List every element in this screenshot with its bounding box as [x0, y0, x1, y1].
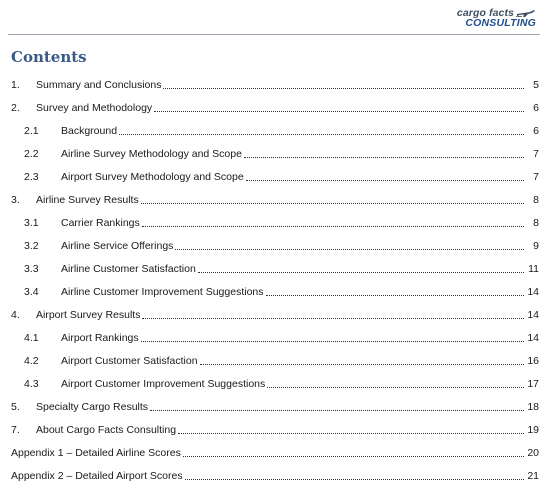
- toc-entry[interactable]: [0, 215, 548, 231]
- toc-entry-label[interactable]: Airport Customer Improvement Suggestions: [61, 378, 266, 390]
- toc-entry[interactable]: [0, 100, 548, 116]
- toc-entry-number: 3.1: [24, 217, 39, 229]
- logo-text-bottom: CONSULTING: [465, 17, 536, 29]
- toc-entry-label[interactable]: Specialty Cargo Results: [36, 401, 149, 413]
- toc-entry-number: 5.: [11, 401, 20, 413]
- toc-entry[interactable]: [0, 123, 548, 139]
- toc-entry[interactable]: [0, 353, 548, 369]
- dot-leader: [185, 479, 524, 480]
- toc-entry-number: 4.3: [24, 378, 39, 390]
- toc-entry-page-number: 7: [533, 148, 539, 160]
- toc-entry-page-number: 14: [527, 332, 539, 344]
- toc-entry-label[interactable]: Survey and Methodology: [36, 102, 153, 114]
- toc-entry-number: 4.: [11, 309, 20, 321]
- toc-entry-page-number: 20: [527, 447, 539, 459]
- toc-entry-page-number: 9: [533, 240, 539, 252]
- toc-entry-page-number: 18: [527, 401, 539, 413]
- toc-entry-label[interactable]: Airport Survey Results: [36, 309, 141, 321]
- toc-entry-label[interactable]: Airport Customer Satisfaction: [61, 355, 198, 367]
- toc-entry-page-number: 7: [533, 171, 539, 183]
- toc-entry[interactable]: [0, 192, 548, 208]
- toc-entry[interactable]: [0, 445, 548, 461]
- dot-leader: [198, 272, 524, 273]
- toc-entry-label[interactable]: Appendix 2 – Detailed Airport Scores: [11, 470, 183, 482]
- toc-entry-page-number: 8: [533, 194, 539, 206]
- toc-entry-label[interactable]: Airline Service Offerings: [61, 240, 174, 252]
- dot-leader: [244, 157, 524, 158]
- toc-entry[interactable]: [0, 261, 548, 277]
- toc-entry-number: 7.: [11, 424, 20, 436]
- dot-leader: [142, 318, 524, 319]
- toc-entry-page-number: 14: [527, 286, 539, 298]
- toc-entry-number: 2.2: [24, 148, 39, 160]
- toc-entry-page-number: 5: [533, 79, 539, 91]
- toc-entry-label[interactable]: About Cargo Facts Consulting: [36, 424, 177, 436]
- toc-entry-number: 4.2: [24, 355, 39, 367]
- toc-entry-label[interactable]: Summary and Conclusions: [36, 79, 162, 91]
- toc-entry-label[interactable]: Airport Rankings: [61, 332, 139, 344]
- toc-entry-page-number: 11: [528, 263, 539, 275]
- toc-entry-number: 2.3: [24, 171, 39, 183]
- toc-entry-label[interactable]: Carrier Rankings: [61, 217, 140, 229]
- toc-entry-label[interactable]: Airport Survey Methodology and Scope: [61, 171, 244, 183]
- dot-leader: [183, 456, 524, 457]
- dot-leader: [246, 180, 524, 181]
- cargo-facts-logo: [457, 7, 536, 28]
- toc-entry[interactable]: [0, 330, 548, 346]
- toc-entry-label[interactable]: Airline Survey Methodology and Scope: [61, 148, 242, 160]
- dot-leader: [175, 249, 524, 250]
- toc-entry-page-number: 14: [527, 309, 539, 321]
- dot-leader: [267, 387, 524, 388]
- toc-entry[interactable]: [0, 422, 548, 438]
- dot-leader: [142, 226, 524, 227]
- toc-entry-number: 3.: [11, 194, 20, 206]
- toc-entry-label[interactable]: Background: [61, 125, 118, 137]
- toc-entry-label[interactable]: Airline Customer Satisfaction: [61, 263, 196, 275]
- toc-entry-page-number: 16: [527, 355, 539, 367]
- toc-entry[interactable]: [0, 284, 548, 300]
- toc-entry[interactable]: [0, 376, 548, 392]
- toc-entry-page-number: 19: [527, 424, 539, 436]
- dot-leader: [141, 203, 524, 204]
- toc-entry-page-number: 17: [527, 378, 539, 390]
- toc-entry-number: 2.1: [24, 125, 39, 137]
- dot-leader: [119, 134, 524, 135]
- toc-entry-number: 4.1: [24, 332, 39, 344]
- dot-leader: [266, 295, 524, 296]
- toc-entry[interactable]: [0, 238, 548, 254]
- toc-entry-page-number: 6: [533, 125, 539, 137]
- toc-entry[interactable]: [0, 77, 548, 93]
- toc-entry-number: 1.: [11, 79, 20, 91]
- toc-entry-number: 3.3: [24, 263, 39, 275]
- dot-leader: [178, 433, 524, 434]
- toc-entry-number: 2.: [11, 102, 20, 114]
- toc-entry-number: 3.2: [24, 240, 39, 252]
- logo-text-top: cargo facts: [456, 7, 514, 19]
- toc-entry-page-number: 8: [533, 217, 539, 229]
- toc-entry-number: 3.4: [24, 286, 39, 298]
- toc-entry-label[interactable]: Airline Customer Improvement Suggestions: [61, 286, 264, 298]
- dot-leader: [163, 88, 524, 89]
- toc-entry[interactable]: [0, 146, 548, 162]
- toc-entry-page-number: 21: [527, 470, 539, 482]
- toc-entry-label[interactable]: Appendix 1 – Detailed Airline Scores: [11, 447, 181, 459]
- dot-leader: [141, 341, 524, 342]
- page-title: Contents: [11, 48, 87, 66]
- dot-leader: [154, 111, 524, 112]
- dot-leader: [150, 410, 524, 411]
- toc-entry[interactable]: [0, 307, 548, 323]
- header-divider: [8, 34, 540, 35]
- toc-entry[interactable]: [0, 468, 548, 484]
- toc-entry-label[interactable]: Airline Survey Results: [36, 194, 139, 206]
- dot-leader: [200, 364, 524, 365]
- toc-entry[interactable]: [0, 399, 548, 415]
- toc-entry-page-number: 6: [533, 102, 539, 114]
- toc-entry[interactable]: [0, 169, 548, 185]
